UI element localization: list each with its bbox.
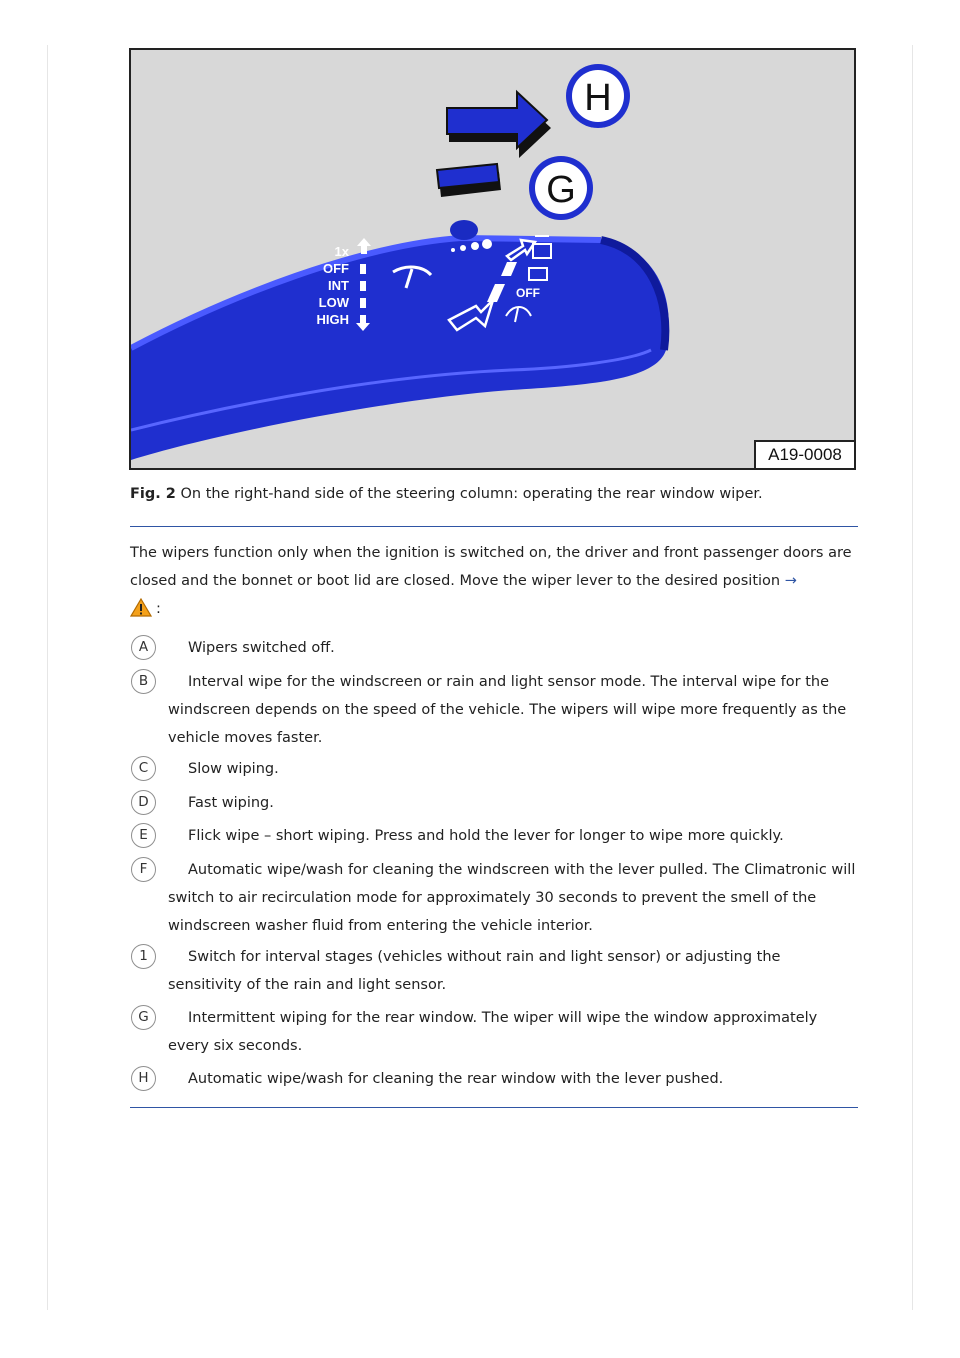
item-key-b: B [131,669,156,694]
wiper-lever-figure [129,48,856,470]
warning-icon[interactable] [130,598,152,617]
item-text-1: Switch for interval stages (vehicles without rain and light sensor) or adjusting the sensitivity of the rain and light sensor. [168,949,781,993]
rear-off-label: OFF [516,286,540,300]
item-text-c: Slow wiping. [188,761,279,777]
left-margin-line [47,45,48,1310]
item-text-h: Automatic wipe/wash for cleaning the rear window with the lever pushed. [188,1071,724,1087]
item-key-f: F [131,857,156,882]
item-text-a: Wipers switched off. [188,640,335,656]
item-text-e: Flick wipe – short wiping. Press and hold the lever for longer to wipe more quickly. [188,828,784,844]
item-key-g: G [131,1005,156,1030]
item-key-d: D [131,790,156,815]
callout-h-label: H [584,77,612,119]
lever-pos-high: HIGH [316,312,349,327]
item-text-b: Interval wipe for the windscreen or rain and light sensor mode. The interval wipe for the windscreen depends on the speed of the vehicle. The wipers will wipe more frequently as the vehicle moves faster. [168,674,847,746]
figure-caption-text: On the right-hand side of the steering column: operating the rear window wiper. [180,486,763,502]
item-text-g: Intermittent wiping for the rear window. The wiper will wipe the window approximately every six seconds. [168,1010,818,1054]
intro-paragraph [130,539,858,623]
section-rule-top [130,526,858,527]
reference-arrow-icon[interactable]: → [784,573,797,589]
item-key-1: 1 [131,944,156,969]
figure-label: Fig. 2 [130,486,176,502]
lever-pos-1x: 1x [334,244,349,259]
item-key-h: H [131,1066,156,1091]
intro-text: The wipers function only when the ignition is switched on, the driver and front passenger doors are closed and the bonnet or boot lid are closed. Move the wiper lever to the desired position [130,545,852,589]
item-text-d: Fast wiping. [188,795,274,811]
lever-pos-off: OFF [323,261,349,276]
lever-pos-int: INT [328,278,349,293]
intro-suffix: : [156,601,161,617]
lever-pos-low: LOW [318,295,349,310]
wiper-lever-illustration [131,50,854,468]
item-key-c: C [131,756,156,781]
item-text-f: Automatic wipe/wash for cleaning the windscreen with the lever pulled. The Climatronic will switch to air recirculation mode for approximately 30 seconds to prevent the smell of the windscreen washer fluid from entering the vehicle interior. [168,862,856,934]
section-rule-bottom [130,1107,858,1108]
item-key-a: A [131,635,156,660]
callout-g-label: G [546,169,576,211]
figure-caption [130,484,858,504]
right-margin-line [912,45,913,1310]
item-key-e: E [131,823,156,848]
image-code: A19-0008 [754,440,854,468]
